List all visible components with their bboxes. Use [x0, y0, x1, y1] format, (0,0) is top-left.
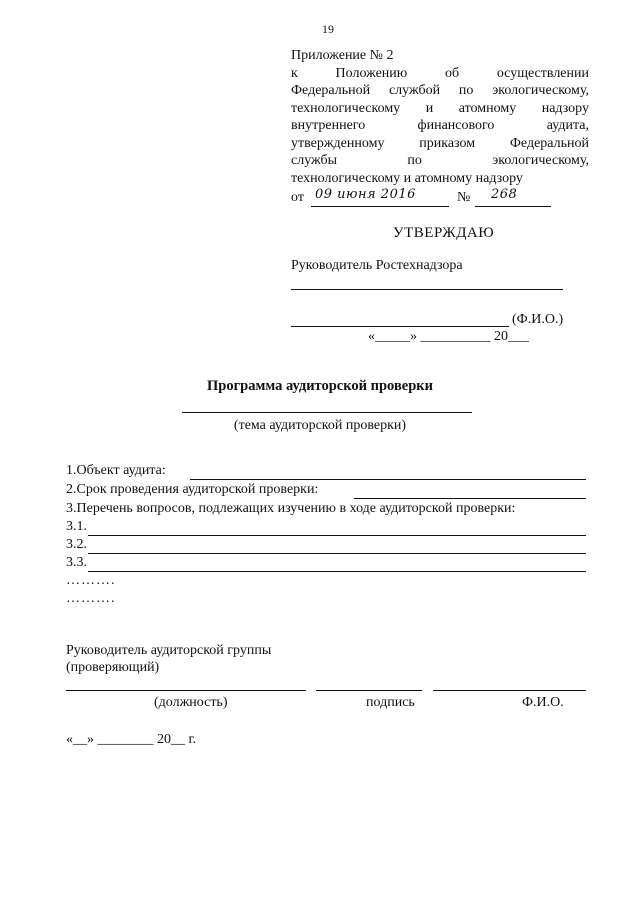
question-2-line	[88, 538, 586, 554]
audit-object-line	[190, 464, 586, 480]
approve-heading: УТВЕРЖДАЮ	[393, 225, 495, 241]
item-question-3: 3.3.	[66, 555, 87, 570]
annex-line: технологическому и атомному надзору	[291, 170, 523, 186]
item-audit-object: 1.Объект аудита:	[66, 463, 166, 478]
group-leader-title: Руководитель аудиторской группы	[66, 643, 272, 658]
program-title: Программа аудиторской проверки	[207, 378, 433, 394]
annex-line: технологическому и атомному надзору	[291, 100, 589, 116]
number-label: №	[457, 190, 471, 205]
group-leader-role	[66, 642, 271, 676]
position-line	[66, 676, 306, 691]
program-topic-line	[182, 398, 472, 413]
ellipsis: ……….	[66, 591, 116, 606]
annex-line: утвержденному приказом Федеральной	[291, 135, 589, 151]
approver-fio-label: (Ф.И.О.)	[512, 312, 564, 327]
item-question-1: 3.1.	[66, 519, 87, 534]
approver-signature-line	[291, 275, 563, 290]
item-question-2: 3.2.	[66, 537, 87, 552]
signature-label: подпись	[366, 695, 415, 710]
annex-line: к Положению об осуществлении	[291, 65, 589, 81]
audit-period-line	[354, 483, 586, 499]
annex-date-row	[291, 187, 589, 210]
fio-label: Ф.И.О.	[522, 695, 564, 710]
approval-date: «_____» __________ 20___	[368, 329, 529, 344]
annex-title: Приложение № 2	[291, 48, 394, 63]
approver-fio-line	[291, 312, 509, 327]
annex-line: службы по экологическому,	[291, 153, 589, 168]
annex-line: внутреннего финансового аудита,	[291, 118, 589, 133]
question-3-line	[88, 556, 586, 572]
group-leader-subtitle: (проверяющий)	[66, 660, 160, 675]
item-audit-period: 2.Срок проведения аудиторской проверки:	[66, 482, 319, 497]
annex-line: Федеральной службой по экологическому,	[291, 83, 589, 98]
handwritten-number: 268	[491, 187, 518, 202]
ellipsis: ……….	[66, 573, 116, 588]
program-subtitle: (тема аудиторской проверки)	[233, 418, 407, 433]
approver-role: Руководитель Ростехнадзора	[291, 258, 463, 273]
question-1-line	[88, 520, 586, 536]
annex-header	[291, 47, 589, 187]
position-label: (должность)	[154, 695, 228, 710]
page-number: 19	[322, 22, 334, 36]
signature-line	[316, 676, 422, 691]
final-date: «__» ________ 20__ г.	[66, 732, 197, 747]
from-label: от	[291, 190, 304, 205]
fio-line	[433, 676, 586, 691]
handwritten-date: 09 июня 2016	[315, 187, 416, 202]
item-questions: 3.Перечень вопросов, подлежащих изучению в ходе аудиторской проверки:	[66, 501, 516, 516]
